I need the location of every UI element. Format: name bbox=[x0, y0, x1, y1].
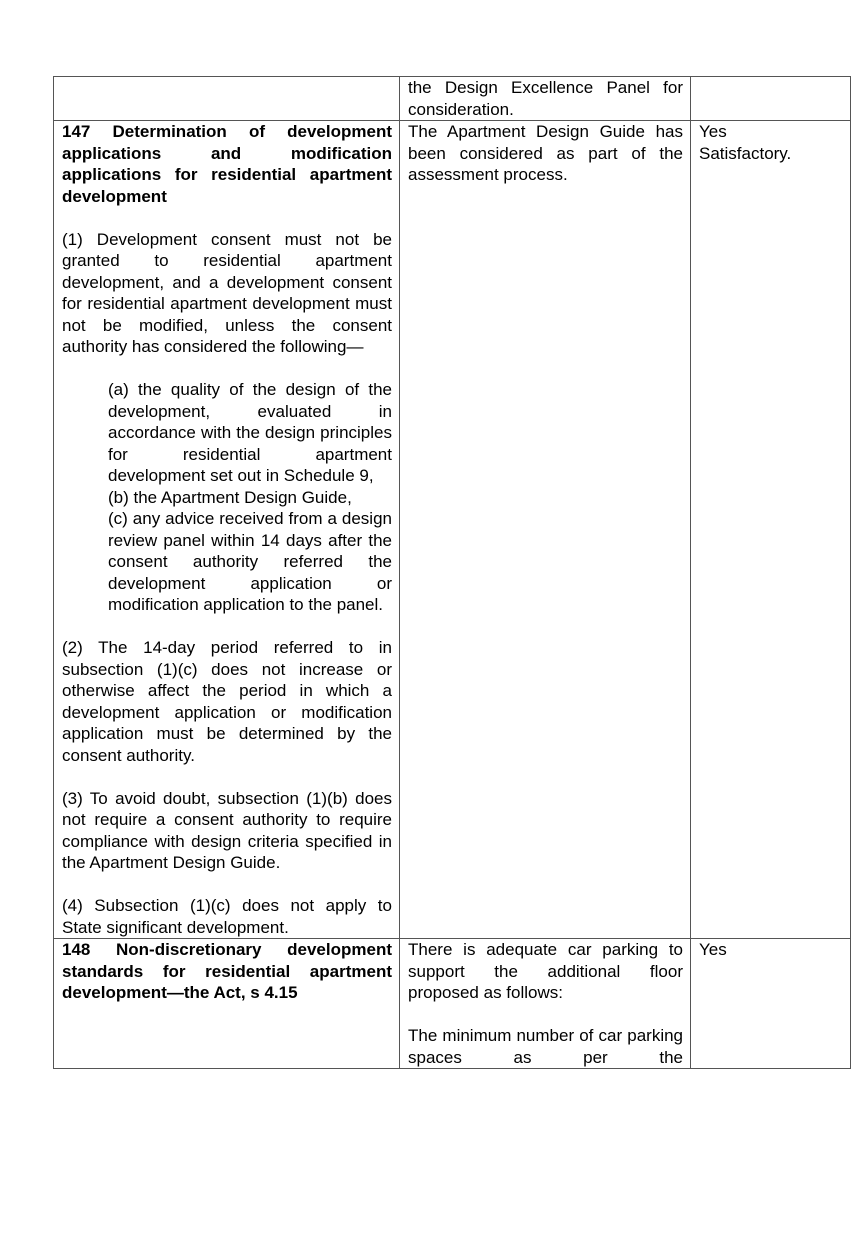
clause-item-b: (b) the Apartment Design Guide, bbox=[108, 487, 352, 507]
assessment-table bbox=[53, 76, 851, 1069]
table-cell-clause bbox=[54, 121, 400, 939]
clause-paragraph: (3) To avoid doubt, subsection (1)(b) does not require a consent authority to require compliance with design criteria specified in the Apartment Design Guide. bbox=[62, 788, 392, 872]
compliance-status: Satisfactory. bbox=[699, 143, 792, 163]
table-row bbox=[54, 77, 851, 121]
table-cell-clause bbox=[54, 77, 400, 121]
clause-item-a: (a) the quality of the design of the development, evaluated in accordance with the design principles for residential apartment development set out in Schedule 9, bbox=[108, 380, 392, 485]
clause-paragraph: (2) The 14-day period referred to in subsection (1)(c) does not increase or otherwise affect the period in which a development application or modification application must be determined by the consent authority. bbox=[62, 638, 392, 765]
table-cell-comment bbox=[400, 77, 691, 121]
comment-text: the Design Excellence Panel for consideration. bbox=[408, 78, 683, 119]
compliance-yes: Yes bbox=[699, 940, 727, 959]
clause-heading: 147 Determination of development applications and modification applications for residential apartment development bbox=[62, 122, 392, 206]
table-cell-compliance bbox=[691, 77, 851, 121]
table-cell-comment bbox=[400, 939, 691, 1069]
comment-text: The Apartment Design Guide has been considered as part of the assessment process. bbox=[408, 122, 683, 184]
table-cell-compliance bbox=[691, 939, 851, 1069]
clause-heading: 148 Non-discretionary development standards for residential apartment development—the Act, s 4.15 bbox=[62, 940, 392, 1002]
clause-paragraph: (4) Subsection (1)(c) does not apply to State significant development. bbox=[62, 896, 392, 937]
clause-subitems bbox=[62, 379, 392, 616]
table-cell-compliance bbox=[691, 121, 851, 939]
table-cell-comment bbox=[400, 121, 691, 939]
compliance-yes: Yes bbox=[699, 122, 727, 141]
table-row bbox=[54, 121, 851, 939]
clause-item-c: (c) any advice received from a design review panel within 14 days after the consent authority referred the development application or modification application to the panel. bbox=[108, 509, 392, 614]
comment-text: There is adequate car parking to support the additional floor proposed as follows: bbox=[408, 940, 683, 1002]
table-cell-clause bbox=[54, 939, 400, 1069]
table-row bbox=[54, 939, 851, 1069]
clause-paragraph: (1) Development consent must not be granted to residential apartment development, and a development consent for residential apartment development must not be modified, unless the consent authority has considered the following— bbox=[62, 229, 392, 356]
comment-text: The minimum number of car parking spaces as per the bbox=[408, 1026, 683, 1067]
